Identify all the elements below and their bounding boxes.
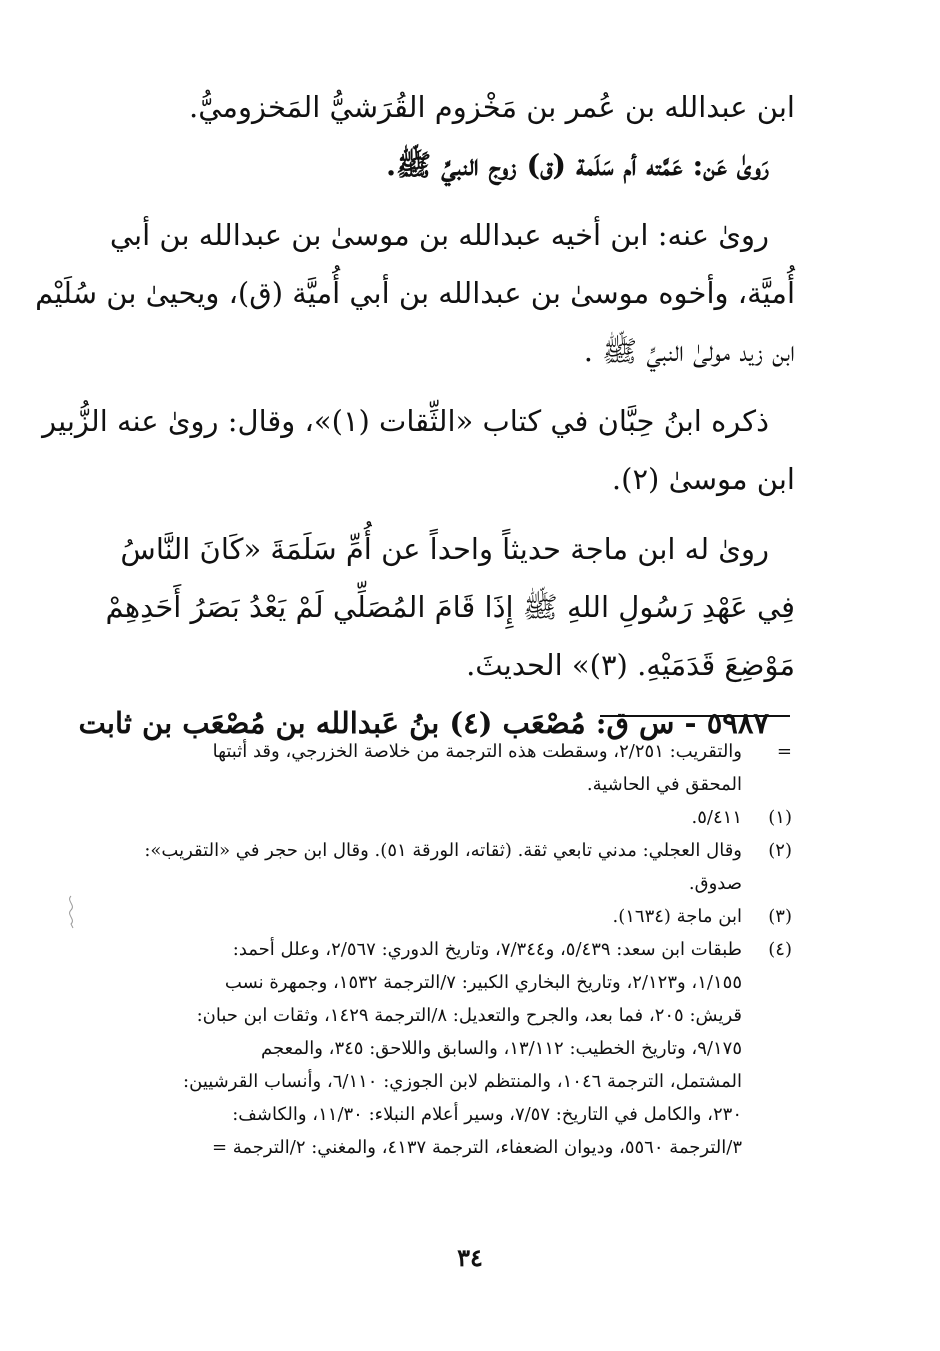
footnote-body [92,900,742,933]
text-line-8: روىٰ له ابن ماجة حديثاً واحداً عن أُمِّ سَلَمَةَ «كَانَ النَّاسُ [120,532,769,566]
footnote-line: وقال العجلي: مدني تابعي ثقة. (ثقاته، الورقة ٥١). وقال ابن حجر في «التقريب»: [144,840,742,861]
footnote-1 [92,801,792,834]
text-line-2: رَوىٰ عَن: عَمَّته أم سَلَمة (ق) زوج النبيِّ ﷺ. [386,148,769,182]
footnote-line: المشتمل، الترجمة ١٠٤٦، والمنتظم لابن الجوزي: ٦/١١٠، وأنساب القرشيين: [183,1071,742,1092]
text-line-5: ابن زيد مولىٰ النبيِّ ﷺ . [583,334,795,368]
footnote-divider [600,715,790,717]
footnote-line: ٣/الترجمة ٥٥٦٠، وديوان الضعفاء، الترجمة ٤١٣٧، والمغني: ٢/الترجمة = [211,1137,742,1158]
footnote-number: = [776,741,792,762]
text-line-4: أُميَّة، وأخوه موسىٰ بن عبدالله بن أبي أُميَّة (ق)، ويحيىٰ بن سُلَيْم [35,276,795,310]
margin-scribble-mark [64,895,78,929]
page-number: ٣٤ [457,1243,483,1272]
footnote-body [92,834,742,900]
footnote-line: ابن ماجة (١٦٣٤). [612,906,742,927]
footnote-body [92,801,742,834]
footnote-number: (٣) [768,906,792,927]
text-line-3: روىٰ عنه: ابن أخيه عبدالله بن موسىٰ بن عبدالله بن أبي [109,218,769,252]
footnote-line: صدوق. [688,873,742,894]
text-line-6: ذكره ابنُ حِبَّان في كتاب «الثِّقات (١)»، وقال: روىٰ عنه الزُّبير [42,404,769,438]
footnote-2 [92,834,792,900]
footnote-line: ١/١٥٥، و٢/١٢٣، وتاريخ البخاري الكبير: ٧/الترجمة ١٥٣٢، وجمهرة نسب [224,972,742,993]
footnotes [92,735,792,1164]
text-line-1: ابن عبدالله بن عُمر بن مَخْزوم القُرَشيُّ المَخزوميُّ. [189,90,795,124]
footnote-line: ٢٣٠، والكامل في التاريخ: ٧/٥٧، وسير أعلام النبلاء: ١١/٣٠، والكاشف: [232,1104,742,1125]
footnote-line: طبقات ابن سعد: ٥/٤٣٩، و٧/٣٤٤، وتاريخ الدوري: ٢/٥٦٧، وعلل أحمد: [232,939,742,960]
footnote-3 [92,900,792,933]
footnote-line: والتقريب: ٢/٢٥١، وسقطت هذه الترجمة من خلاصة الخزرجي، وقد أثبتها [212,741,742,762]
footnote-number: (٢) [768,840,792,861]
text-line-7: ابن موسىٰ (٢). [611,462,795,496]
footnote-4 [92,933,792,1164]
footnote-body [92,735,742,801]
footnote-line: قريش: ٢٠٥، فما بعد، والجرح والتعديل: ٨/الترجمة ١٤٢٩، وثقات ابن حبان: [196,1005,742,1026]
text-line-11: ٥٩٨٧ - س ق: مُصْعَب (٤) بنُ عَبدالله بن مُصْعَب بن ثابت [78,706,769,740]
footnote-line: ٩/١٧٥، وتاريخ الخطيب: ١٣/١١٢، والسابق واللاحق: ٣٤٥، والمعجم [261,1038,742,1059]
footnote-line: المحقق في الحاشية. [586,774,742,795]
text-line-9: فِي عَهْدِ رَسُولِ اللهِ ﷺ إِذَا قَامَ المُصَلِّي لَمْ يَعْدُ بَصَرُ أَحَدِهِمْ [105,590,795,624]
footnote-continued [92,735,792,801]
footnote-line: ٥/٤١١. [691,807,742,828]
footnote-number: (٤) [768,939,792,960]
text-line-10: مَوْضِعَ قَدَمَيْهِ. (٣)» الحديثَ. [466,648,795,682]
footnote-body [92,933,742,1164]
footnote-number: (١) [768,807,792,828]
main-text [35,78,795,752]
